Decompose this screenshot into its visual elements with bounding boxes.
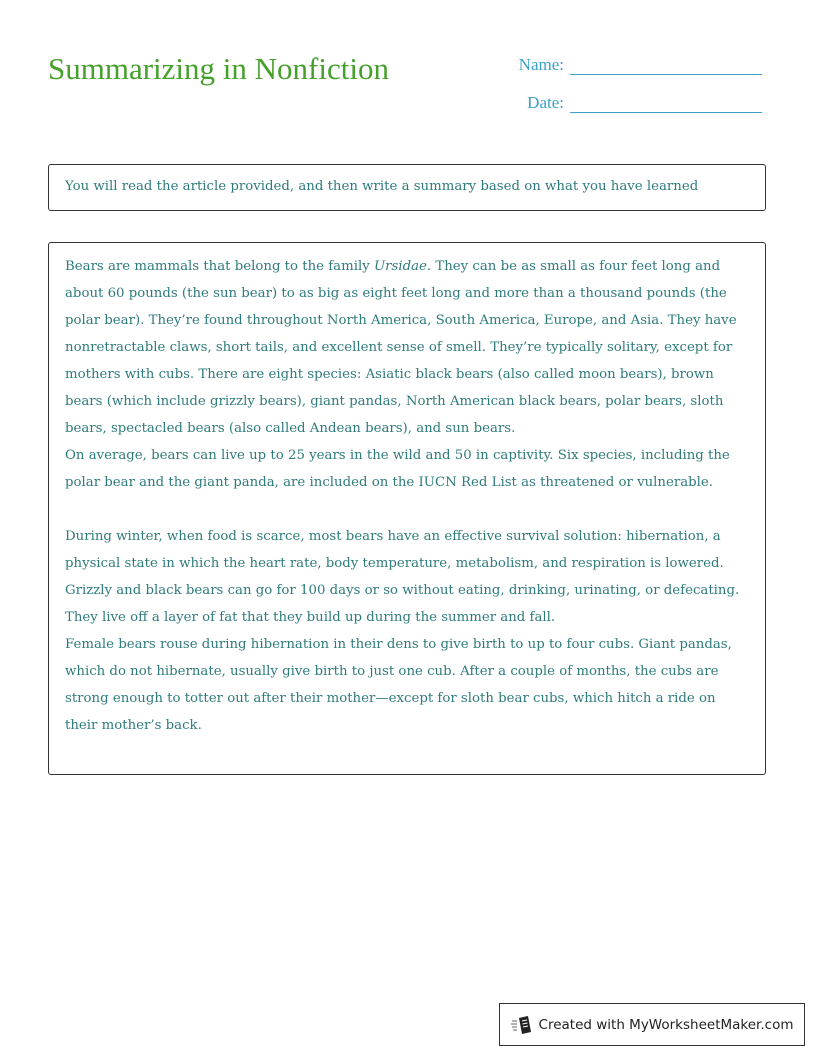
name-line[interactable] — [570, 54, 762, 75]
article-paragraph-3: During winter, when food is scarce, most bears have an effective survival solution: hibernation, a physical state in which the heart rate, body temperature, metabolism, and respiration is lowered. Grizzly and black bears can go for 100 days or so without eating, drinking, urinating, or defecating. They live off a layer of fat that they build up during the summer and fall. — [65, 529, 740, 625]
article-paragraph-1 — [65, 253, 749, 442]
article-text: Bears are mammals that belong to the family — [65, 259, 374, 274]
date-line[interactable] — [570, 92, 762, 113]
article-paragraph-2: On average, bears can live up to 25 years in the wild and 50 in captivity. Six species, including the polar bear and the giant panda, are included on the IUCN Red List as threatened or vulnerable. — [65, 448, 730, 490]
name-field — [504, 54, 762, 75]
page-title: Summarizing in Nonfiction — [48, 51, 389, 86]
date-field — [504, 92, 762, 113]
article-paragraph-4: Female bears rouse during hibernation in their dens to give birth to up to four cubs. Giant pandas, which do not hibernate, usually give birth to just one cub. After a couple of months, the cubs are strong enough to totter out after their mother—except for sloth bear cubs, which hitch a ride on their mother’s back. — [65, 637, 732, 733]
paragraph-gap — [65, 496, 749, 523]
name-label: Name: — [518, 55, 564, 74]
footer-credit[interactable] — [499, 1003, 805, 1046]
instructions-box: You will read the article provided, and then write a summary based on what you have learned — [48, 164, 766, 211]
footer-text: Created with MyWorksheetMaker.com — [538, 1016, 794, 1033]
article-text: . They can be as small as four feet long and about 60 pounds (the sun bear) to as big as eight feet long and more than a thousand pounds (the polar bear). They’re found throughout North America, South America, Europe, and Asia. They have nonretractable claws, short tails, and excellent sense of smell. They’re typically solitary, except for mothers with cubs. There are eight species: Asiatic black bears (also called moon bears), brown bears (which include grizzly bears), giant pandas, North American black bears, polar bears, sloth bears, spectacled bears (also called Andean bears), and sun bears. — [65, 259, 737, 436]
article-box — [48, 242, 766, 775]
article-italic-term: Ursidae — [373, 259, 427, 274]
worksheet-maker-logo-icon — [511, 1015, 533, 1035]
date-label: Date: — [527, 93, 564, 112]
